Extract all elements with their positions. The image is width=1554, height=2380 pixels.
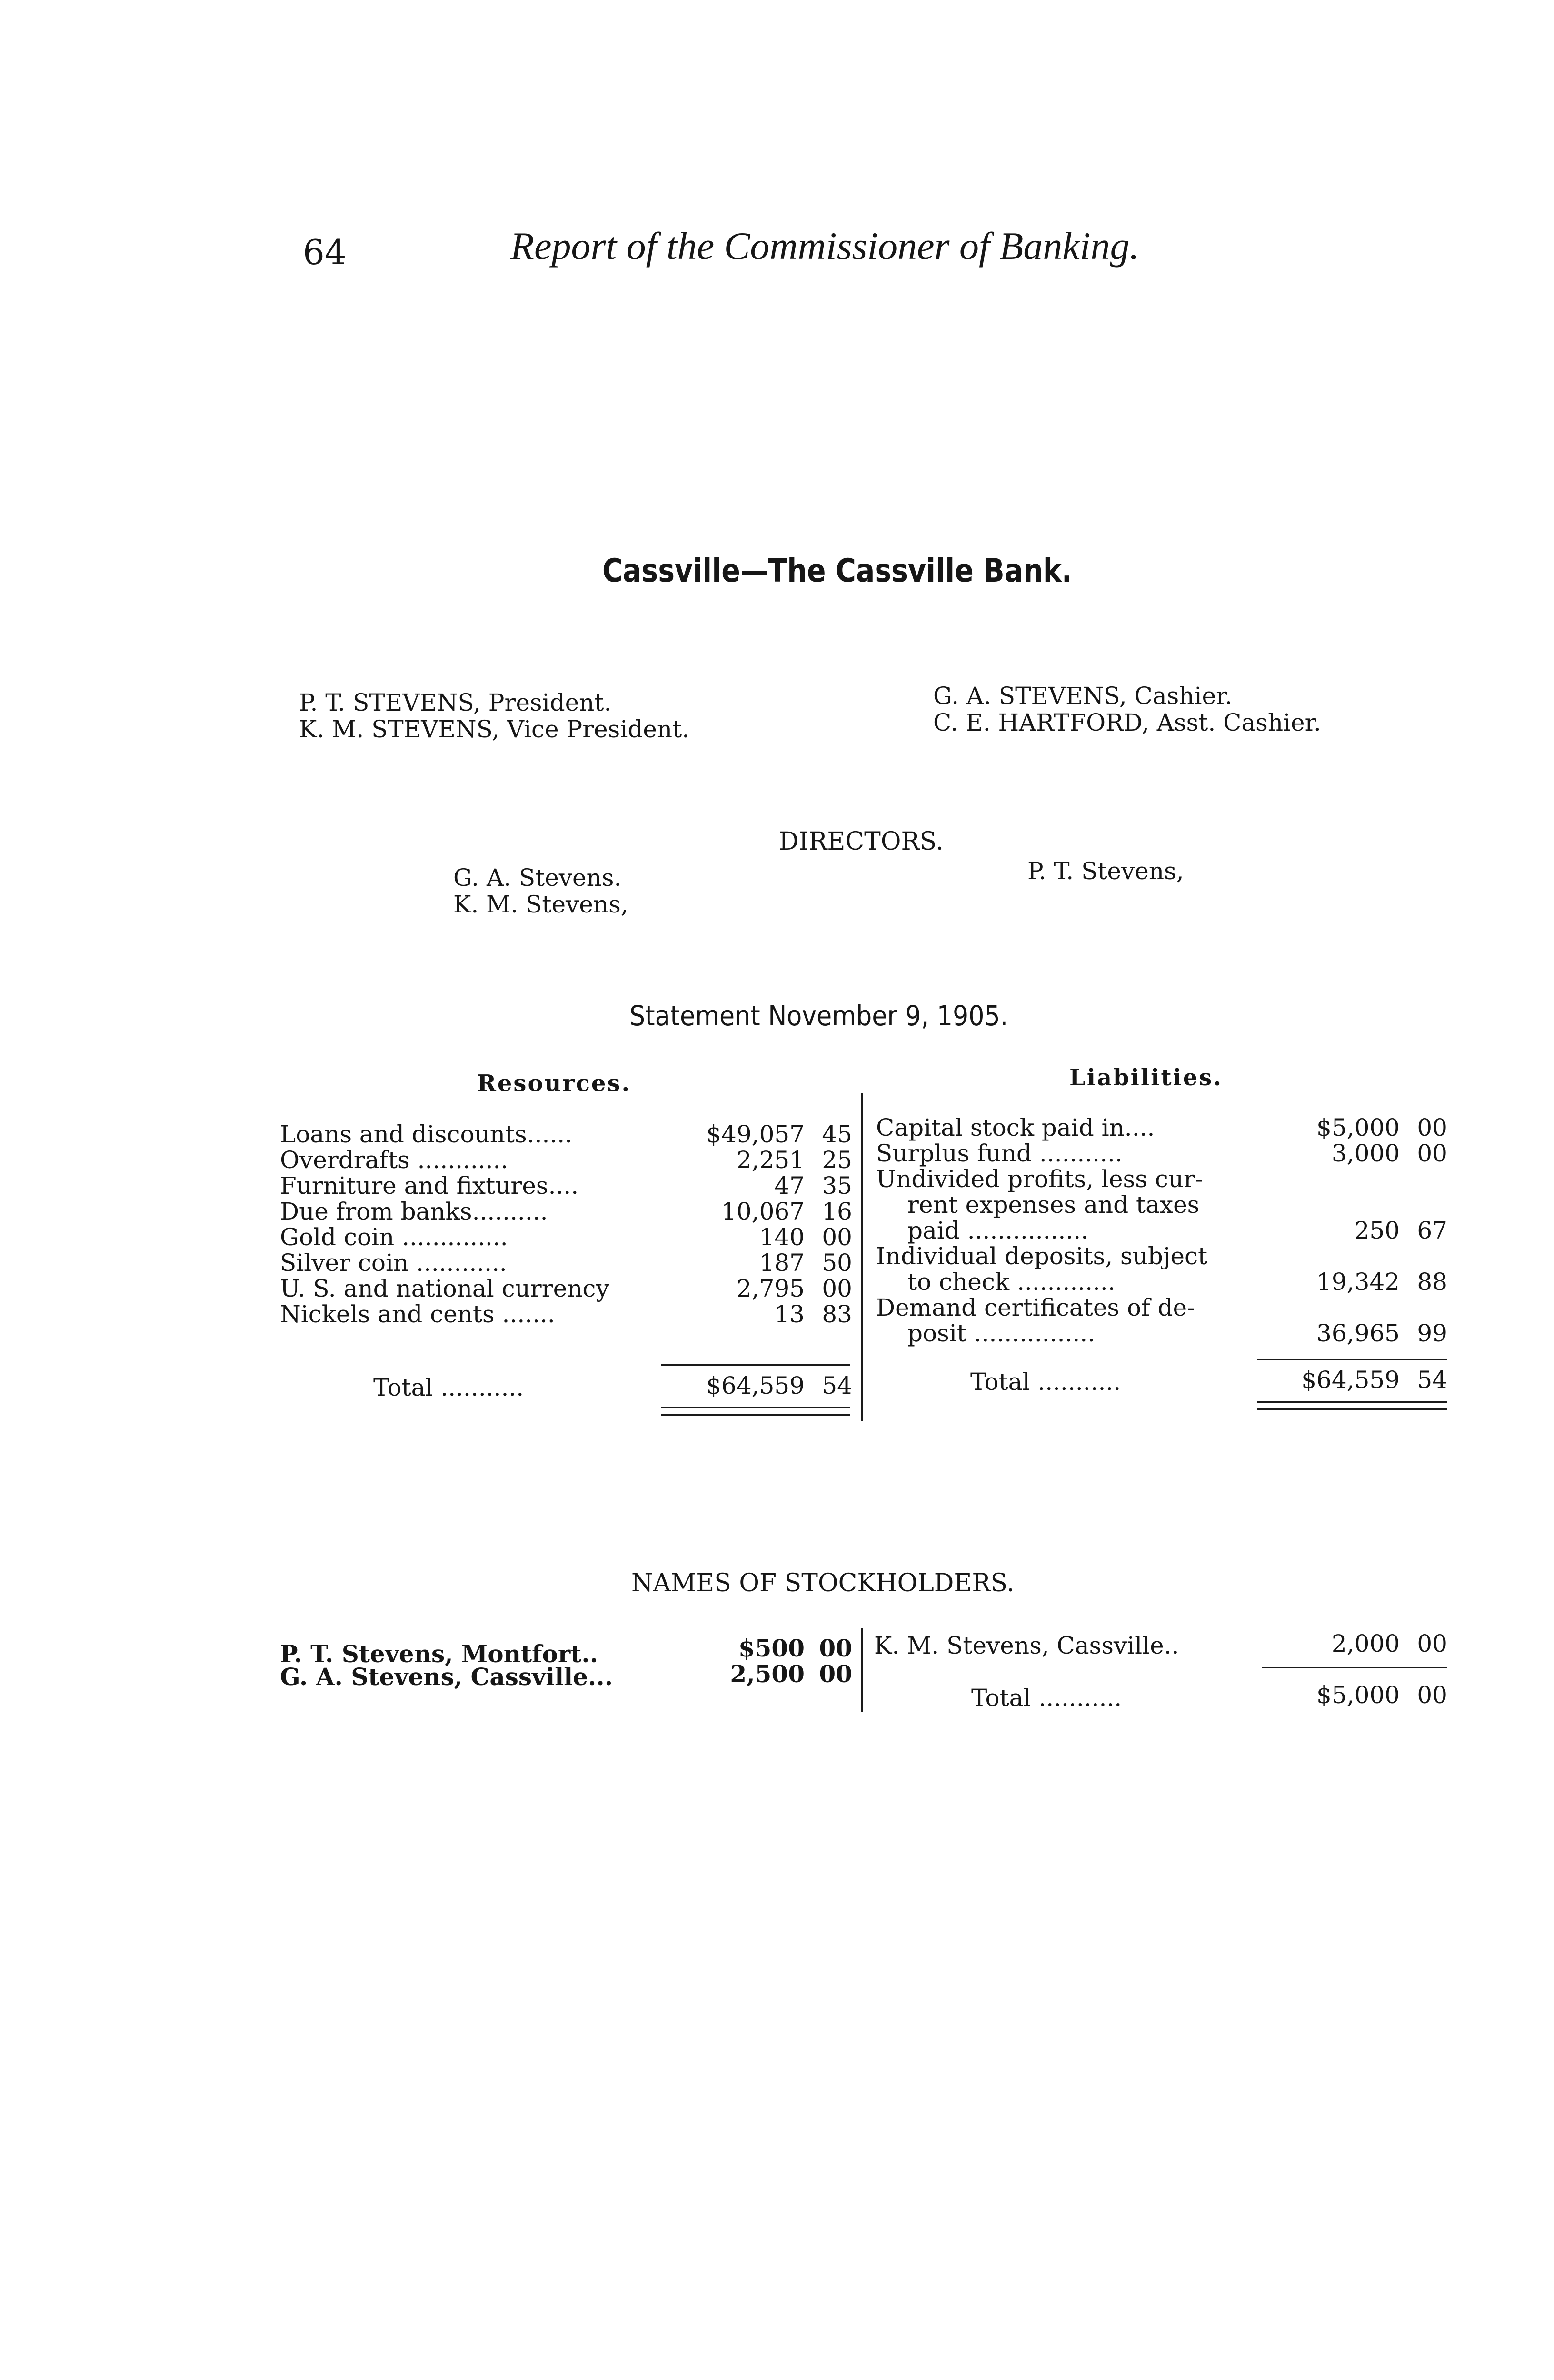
- liability-dollars: 19,342: [1316, 1268, 1400, 1296]
- liability-label: posit ................: [907, 1319, 1096, 1347]
- resource-label: U. S. and national currency: [280, 1275, 609, 1302]
- resource-label: Furniture and fixtures....: [280, 1172, 579, 1200]
- stockholders-total-label: Total ...........: [971, 1684, 1122, 1712]
- stockholder-dollars: 2,500: [730, 1660, 805, 1688]
- statement-title: Statement November 9, 1905.: [629, 1000, 1008, 1032]
- resource-label: Gold coin ..............: [280, 1223, 508, 1251]
- director-name: K. M. Stevens,: [453, 891, 628, 918]
- resource-cents: 50: [822, 1249, 852, 1277]
- stockholders-heading: NAMES OF STOCKHOLDERS.: [631, 1569, 1015, 1597]
- total-rule: [661, 1364, 850, 1366]
- officer-president: P. T. STEVENS, President.: [299, 689, 612, 716]
- liability-label: Capital stock paid in....: [876, 1114, 1155, 1141]
- stockholder-dollars: 2,000: [1331, 1630, 1400, 1657]
- resource-cents: 00: [822, 1223, 852, 1251]
- resource-label: Nickels and cents .......: [280, 1300, 555, 1328]
- liability-label: paid ................: [907, 1217, 1089, 1244]
- column-divider: [861, 1628, 863, 1712]
- resource-dollars: 187: [759, 1249, 805, 1277]
- bank-title: Cassville—The Cassville Bank.: [602, 552, 1072, 590]
- officer-vice-president: K. M. STEVENS, Vice President.: [299, 715, 690, 743]
- resource-dollars: 2,795: [736, 1275, 805, 1302]
- resource-dollars: 2,251: [736, 1146, 805, 1174]
- resource-dollars: 140: [759, 1223, 805, 1251]
- liabilities-total-label: Total ...........: [970, 1368, 1121, 1396]
- resource-cents: 35: [822, 1172, 852, 1200]
- total-rule: [1262, 1667, 1447, 1668]
- resource-label: Due from banks..........: [280, 1198, 548, 1225]
- resources-total-label: Total ...........: [373, 1374, 524, 1401]
- stockholder-cents: 00: [1417, 1630, 1447, 1657]
- directors-left: [453, 864, 628, 918]
- liability-label: Demand certificates of de-: [876, 1294, 1195, 1321]
- resource-cents: 00: [822, 1275, 852, 1302]
- resource-dollars: $49,057: [706, 1121, 805, 1148]
- resources-total-cents: 54: [822, 1372, 852, 1399]
- liability-label: Individual deposits, subject: [876, 1242, 1208, 1270]
- liability-label: to check .............: [907, 1268, 1116, 1296]
- column-divider: [861, 1093, 863, 1421]
- liability-label: rent expenses and taxes: [907, 1191, 1200, 1219]
- running-title: Report of the Commissioner of Banking.: [510, 224, 1140, 268]
- stockholders-total-dollars: $5,000: [1316, 1681, 1400, 1709]
- resource-label: Loans and discounts......: [280, 1121, 573, 1148]
- resources-heading: Resources.: [477, 1070, 631, 1097]
- director-name: P. T. Stevens,: [1027, 857, 1184, 885]
- total-double-rule: [661, 1407, 850, 1416]
- total-rule: [1257, 1359, 1447, 1360]
- stockholder-cents: 00: [819, 1660, 852, 1688]
- resource-dollars: 47: [774, 1172, 805, 1200]
- stockholder-cents: 00: [819, 1634, 852, 1662]
- liabilities-heading: Liabilities.: [1069, 1064, 1223, 1091]
- liability-cents: 00: [1417, 1114, 1447, 1141]
- stockholder-name: P. T. Stevens, Montfort..: [280, 1640, 598, 1668]
- liabilities-total-cents: 54: [1417, 1366, 1447, 1394]
- officer-cashier: G. A. STEVENS, Cashier.: [933, 682, 1233, 710]
- resource-cents: 16: [822, 1198, 852, 1225]
- resource-cents: 83: [822, 1300, 852, 1328]
- resource-label: Overdrafts ............: [280, 1146, 508, 1174]
- liability-dollars: 36,965: [1316, 1319, 1400, 1347]
- resource-label: Silver coin ............: [280, 1249, 507, 1277]
- liability-dollars: $5,000: [1316, 1114, 1400, 1141]
- total-double-rule: [1257, 1401, 1447, 1410]
- stockholder-name: K. M. Stevens, Cassville..: [874, 1632, 1179, 1659]
- resource-cents: 25: [822, 1146, 852, 1174]
- liability-label: Surplus fund ...........: [876, 1140, 1123, 1167]
- stockholder-name: G. A. Stevens, Cassville...: [280, 1663, 613, 1691]
- liability-cents: 88: [1417, 1268, 1447, 1296]
- resources-total-dollars: $64,559: [706, 1372, 805, 1399]
- liability-dollars: 250: [1354, 1217, 1400, 1244]
- page-number: 64: [303, 232, 347, 272]
- director-name: G. A. Stevens.: [453, 864, 622, 892]
- liability-cents: 67: [1417, 1217, 1447, 1244]
- officers-right: [933, 683, 1321, 736]
- stockholders-total-cents: 00: [1417, 1681, 1447, 1709]
- liability-cents: 99: [1417, 1319, 1447, 1347]
- directors-heading: DIRECTORS.: [779, 827, 944, 856]
- liability-cents: 00: [1417, 1140, 1447, 1167]
- resource-dollars: 10,067: [721, 1198, 805, 1225]
- resource-cents: 45: [822, 1121, 852, 1148]
- stockholder-dollars: $500: [738, 1634, 805, 1662]
- resource-dollars: 13: [774, 1300, 805, 1328]
- liability-dollars: 3,000: [1331, 1140, 1400, 1167]
- officers-left: [299, 689, 689, 743]
- liabilities-total-dollars: $64,559: [1301, 1366, 1400, 1394]
- officer-asst-cashier: C. E. HARTFORD, Asst. Cashier.: [933, 709, 1321, 736]
- liability-label: Undivided profits, less cur-: [876, 1165, 1203, 1193]
